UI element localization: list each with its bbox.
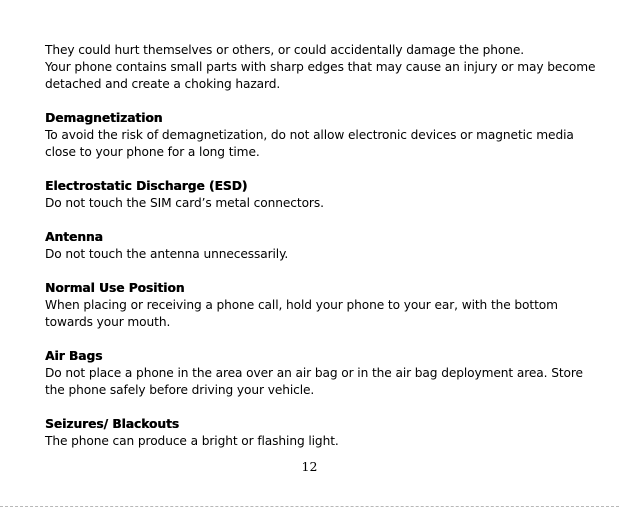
page-bottom-divider bbox=[0, 506, 619, 507]
section-heading: Seizures/ Blackouts bbox=[45, 417, 180, 431]
document-page bbox=[45, 42, 605, 450]
section-body: Do not place a phone in the area over an air bag or in the air bag deployment area. Store the phone safely before driving your vehicle. bbox=[45, 366, 583, 397]
section-antenna bbox=[45, 229, 605, 263]
section-air-bags bbox=[45, 348, 605, 399]
section-esd bbox=[45, 178, 605, 212]
section-body: Do not touch the antenna unnecessarily. bbox=[45, 247, 289, 261]
intro-block bbox=[45, 42, 605, 93]
intro-line-1: They could hurt themselves or others, or could accidentally damage the phone. bbox=[45, 43, 525, 57]
section-body: When placing or receiving a phone call, hold your phone to your ear, with the bottom towards your mouth. bbox=[45, 298, 558, 329]
section-body: To avoid the risk of demagnetization, do not allow electronic devices or magnetic media close to your phone for a long time. bbox=[45, 128, 574, 159]
section-heading: Demagnetization bbox=[45, 111, 163, 125]
section-heading: Air Bags bbox=[45, 349, 103, 363]
section-heading: Electrostatic Discharge (ESD) bbox=[45, 179, 248, 193]
section-seizures-blackouts bbox=[45, 416, 605, 450]
section-body: Do not touch the SIM card’s metal connectors. bbox=[45, 196, 324, 210]
page-number: 12 bbox=[301, 459, 318, 474]
section-normal-use-position bbox=[45, 280, 605, 331]
section-heading: Normal Use Position bbox=[45, 281, 185, 295]
section-demagnetization bbox=[45, 110, 605, 161]
section-heading: Antenna bbox=[45, 230, 103, 244]
intro-line-2: Your phone contains small parts with sharp edges that may cause an injury or may become detached and create a choking hazard. bbox=[45, 60, 596, 91]
section-body: The phone can produce a bright or flashing light. bbox=[45, 434, 339, 448]
